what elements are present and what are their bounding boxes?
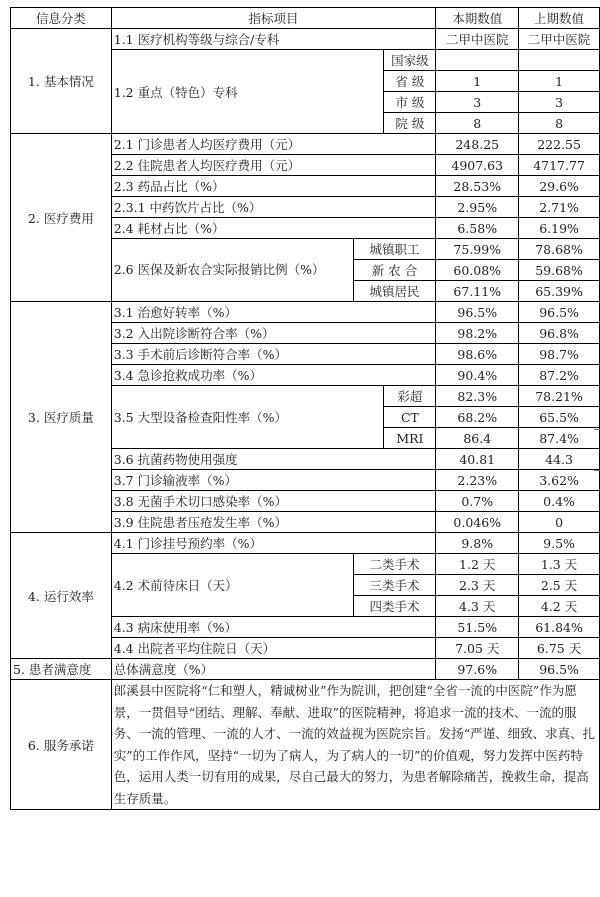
indicator-label: 2.3.1 中药饮片占比（%） (111, 197, 436, 218)
table-row (11, 533, 600, 554)
previous-value: 44.3 (519, 449, 600, 470)
previous-value: 222.55 (519, 134, 600, 155)
indicator-label: 3.1 治愈好转率（%） (111, 302, 436, 323)
previous-value: 65.5% (519, 407, 600, 428)
header-previous: 上期数值 (519, 8, 600, 29)
indicator-label: 4.2 术前待床日（天） (111, 554, 353, 617)
previous-value: 29.6% (519, 176, 600, 197)
previous-value: 8 (519, 113, 600, 134)
current-value: 96.5% (436, 302, 519, 323)
sub-label: 二类手术 (353, 554, 436, 575)
current-value: 7.05 天 (436, 638, 519, 659)
current-value: 2.23% (436, 470, 519, 491)
indicator-label: 2.6 医保及新农合实际报销比例（%） (111, 239, 353, 302)
indicator-label: 3.3 手术前后诊断符合率（%） (111, 344, 436, 365)
current-value: 67.11% (436, 281, 519, 302)
previous-value: 0.4% (519, 491, 600, 512)
current-value: 28.53% (436, 176, 519, 197)
indicator-label: 总体满意度（%） (111, 659, 436, 680)
header-row (11, 8, 600, 29)
header-indicator: 指标项目 (111, 8, 436, 29)
indicator-label: 2.3 药品占比（%） (111, 176, 436, 197)
previous-value: 61.84% (519, 617, 600, 638)
current-value: 75.99% (436, 239, 519, 260)
previous-value: 87.4% (519, 428, 600, 449)
previous-value: 96.8% (519, 323, 600, 344)
previous-value: 1 (519, 71, 600, 92)
indicator-label: 1.1 医疗机构等级与综合/专科 (111, 29, 436, 50)
category-service: 6. 服务承诺 (11, 680, 112, 810)
previous-value: 6.19% (519, 218, 600, 239)
current-value: 98.6% (436, 344, 519, 365)
previous-value: 1.3 天 (519, 554, 600, 575)
indicator-label: 4.1 门诊挂号预约率（%） (111, 533, 436, 554)
previous-value: 2.71% (519, 197, 600, 218)
hospital-info-sheet (10, 7, 600, 810)
indicator-label: 3.4 急诊抢救成功率（%） (111, 365, 436, 386)
category-basic: 1. 基本情况 (11, 29, 112, 134)
indicator-label: 3.2 入出院诊断符合率（%） (111, 323, 436, 344)
header-category: 信息分类 (11, 8, 112, 29)
edge-mark (594, 429, 600, 430)
current-value: 60.08% (436, 260, 519, 281)
previous-value: 98.7% (519, 344, 600, 365)
indicator-label: 3.5 大型设备检查阳性率（%） (111, 386, 384, 449)
sub-label: 四类手术 (353, 596, 436, 617)
sub-label: 国家级 (384, 50, 436, 71)
previous-value (519, 50, 600, 71)
indicator-label: 2.2 住院患者人均医疗费用（元） (111, 155, 436, 176)
current-value: 0.7% (436, 491, 519, 512)
indicator-label: 3.8 无菌手术切口感染率（%） (111, 491, 436, 512)
table-row (11, 680, 600, 810)
previous-value: 3.62% (519, 470, 600, 491)
sub-label: 彩超 (384, 386, 436, 407)
current-value: 2.95% (436, 197, 519, 218)
previous-value: 87.2% (519, 365, 600, 386)
previous-value: 78.21% (519, 386, 600, 407)
indicator-label: 3.6 抗菌药物使用强度 (111, 449, 436, 470)
previous-value: 3 (519, 92, 600, 113)
previous-value: 78.68% (519, 239, 600, 260)
indicator-label: 2.4 耗材占比（%） (111, 218, 436, 239)
category-quality: 3. 医疗质量 (11, 302, 112, 533)
sub-label: MRI (384, 428, 436, 449)
current-value: 98.2% (436, 323, 519, 344)
current-value: 3 (436, 92, 519, 113)
previous-value: 6.75 天 (519, 638, 600, 659)
indicator-label: 4.4 出院者平均住院日（天） (111, 638, 436, 659)
indicator-label: 1.2 重点（特色）专科 (111, 50, 384, 134)
previous-value: 96.5% (519, 659, 600, 680)
current-value: 二甲中医院 (436, 29, 519, 50)
previous-value: 59.68% (519, 260, 600, 281)
current-value: 4907.63 (436, 155, 519, 176)
table-row (11, 134, 600, 155)
current-value: 4.3 天 (436, 596, 519, 617)
previous-value: 65.39% (519, 281, 600, 302)
current-value: 68.2% (436, 407, 519, 428)
indicator-label: 3.7 门诊输液率（%） (111, 470, 436, 491)
category-cost: 2. 医疗费用 (11, 134, 112, 302)
sub-label: 新 农 合 (353, 260, 436, 281)
sub-label: 省 级 (384, 71, 436, 92)
current-value: 86.4 (436, 428, 519, 449)
previous-value: 4.2 天 (519, 596, 600, 617)
current-value: 2.3 天 (436, 575, 519, 596)
table-row (11, 302, 600, 323)
current-value: 97.6% (436, 659, 519, 680)
previous-value: 2.5 天 (519, 575, 600, 596)
current-value (436, 50, 519, 71)
current-value: 9.8% (436, 533, 519, 554)
category-efficiency: 4. 运行效率 (11, 533, 112, 659)
current-value: 90.4% (436, 365, 519, 386)
current-value: 1.2 天 (436, 554, 519, 575)
current-value: 6.58% (436, 218, 519, 239)
sub-label: 院 级 (384, 113, 436, 134)
edge-mark (594, 470, 600, 471)
previous-value: 96.5% (519, 302, 600, 323)
service-commitment-text: 郎溪县中医院将“仁和塑人，精诚树业”作为院训，把创建“全省一流的中医院”作为愿景，一贯倡导“团结、理解、奉献、进取”的医院精神，将追求一流的技术、一流的服务、一流的管理、一流的人才、一流的效益视为医院宗旨。发扬“严谨、细致、求真、扎实”的工作作风，坚持“一切为了病人，为了病人的一切”的价值观，努力发挥中医药特色，运用人类一切有用的成果，尽自己最大的努力，为患者解除痛苦，挽救生命，提高生存质量。 (111, 680, 599, 810)
previous-value: 二甲中医院 (519, 29, 600, 50)
current-value: 40.81 (436, 449, 519, 470)
previous-value: 4717.77 (519, 155, 600, 176)
indicator-label: 4.3 病床使用率（%） (111, 617, 436, 638)
sub-label: 城镇居民 (353, 281, 436, 302)
sub-label: 城镇职工 (353, 239, 436, 260)
current-value: 1 (436, 71, 519, 92)
current-value: 82.3% (436, 386, 519, 407)
table-row (11, 659, 600, 680)
table-row (11, 29, 600, 50)
sub-label: CT (384, 407, 436, 428)
previous-value: 0 (519, 512, 600, 533)
sub-label: 市 级 (384, 92, 436, 113)
sub-label: 三类手术 (353, 575, 436, 596)
hospital-info-table (10, 7, 600, 810)
indicator-label: 2.1 门诊患者人均医疗费用（元） (111, 134, 436, 155)
current-value: 248.25 (436, 134, 519, 155)
header-current: 本期数值 (436, 8, 519, 29)
current-value: 0.046% (436, 512, 519, 533)
current-value: 51.5% (436, 617, 519, 638)
indicator-label: 3.9 住院患者压疮发生率（%） (111, 512, 436, 533)
category-satisfaction: 5. 患者满意度 (11, 659, 112, 680)
current-value: 8 (436, 113, 519, 134)
previous-value: 9.5% (519, 533, 600, 554)
